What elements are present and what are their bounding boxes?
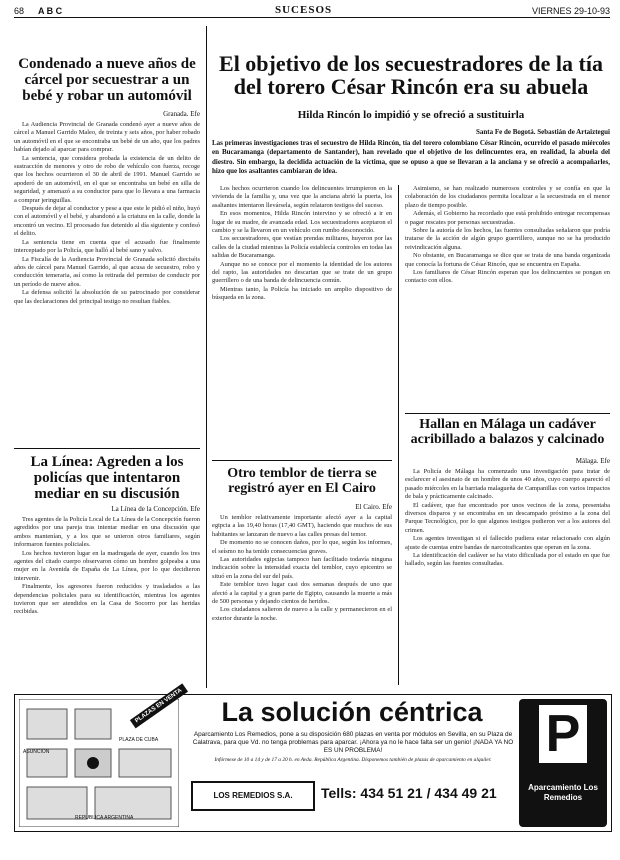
column-rule [405, 413, 610, 414]
header-rule [14, 17, 610, 18]
column-rule [212, 460, 392, 461]
main-lead: Las primeras investigaciones tras el secuestro de Hilda Rincón, tía del torero colombiano César Rincón, ocurrido el pasado miércoles en Bucaramanga (departamento de Santander), han revelado que el objetivo de los delincuentes era, en realidad, la abuela del diestro. Sin embargo, la decidida actuación de la víctima, que se opuso a que se llevaran a la anciana y se ofreció a acompañarles, hizo que los asaltantes cambiaran de idea. [212, 139, 610, 175]
newspaper-name: A B C [38, 6, 63, 16]
paragraph: No obstante, en Bucaramanga se dice que se trata de una banda organizada que conocía la fortuna de César Rincón, que se encuentra en España. [405, 252, 610, 268]
ad-text: Aparcamiento Los Remedios, pone a su disposición 680 plazas en venta por módulos en Sevilla, en su Plaza de Calatrava, para que Vd. no tenga problemas para aparcar. ¡Ahora ya no le hace falta ser un genio! ¡NADA YA NO ES UN PROBLEMA! [192, 731, 514, 754]
paragraph: Asimismo, se han realizado numerosos controles y se confía en que la colaboración de los ciudadanos permita localizar a la secuestrada en el menor plazo de tiempo posible. [405, 185, 610, 209]
map-street-label: ASUNCION [23, 749, 50, 755]
paragraph: De momento no se conocen daños, por lo que, según los informes, el seísmo no ha tenido consecuencias graves. [212, 539, 392, 555]
section-title: SUCESOS [275, 4, 333, 16]
paragraph: Los ciudadanos salieron de nuevo a la calle y permanecieron en el exterior durante la noche. [212, 606, 392, 622]
main-body-col2 [405, 185, 610, 425]
map-street-label: REPUBLICA ARGENTINA [75, 815, 134, 821]
paragraph: La sentencia, que considera probada la existencia de un delito de sustracción de menores y otro de robo de vehículo con fuerza, recoge que los hechos ocurrieron el 30 de abril de 1991. Manuel Garrido se apoderó de un automóvil, en el que se encontraba un bebé en silla de seguridad, y amenazó a su conductor para que lo llevara a una farmacia a comprar jeringuillas. [14, 154, 200, 204]
parking-sign [519, 699, 607, 827]
paragraph: Aunque no se conoce por el momento la identidad de los autores del rapto, las autoridades no descartan que se trate de un grupo guerrillero o de una banda de delincuencia común. [212, 260, 392, 285]
ad-info: Infórmese de 10 a 14 y de 17 a 20 h. en Avda. República Argentina. Disponemos también de plazas de aparcamiento en alquiler. [214, 757, 492, 763]
main-headline: El objetivo de los secuestradores de la tía del torero César Rincón era su abuela [219, 51, 603, 100]
paragraph: La sentencia tiene en cuenta que el acusado fue finalmente interceptado por la Policía, que halló al bebé sano y salvo. [14, 238, 200, 255]
paragraph: Un temblor relativamente importante afectó ayer a la capital egipcia a las 19,40 horas (17,40 GMT), haciendo que muchos de sus habitantes se lanzaran de nuevo a las calles presas del temor. [212, 514, 392, 538]
story4-dateline: Málaga. Efe [575, 457, 610, 465]
story2-body [14, 516, 200, 686]
paragraph: Después de dejar al conductor y pese a que este le pidió el niño, huyó con el automóvil y el bebé, y abandonó a la criatura en la calle, donde la encontró un vecino. El procesado fue detenido al día siguiente y confesó el delito. [14, 205, 200, 238]
paragraph: El cadáver, que fue encontrado por unos vecinos de la zona, presentaba diversos disparos y se encontraba en un descampado próximo a la zona del Parque Tecnológico, por lo que algunos testigos pudieron ver a los autores del crimen. [405, 501, 610, 534]
map-street-label: PLAZA DE CUBA [119, 737, 159, 743]
paragraph: La identificación del cadáver se ha visto dificultada por el estado en que fue hallado, según las fuentes consultadas. [405, 552, 610, 568]
column-divider [398, 185, 399, 685]
paragraph: Este temblor tuvo lugar casi dos semanas después de uno que afectó a la capital y a gran parte de Egipto, causando la muerte a más de 500 personas y dejando cientos de heridos. [212, 581, 392, 606]
story3-dateline: El Cairo. Efe [355, 503, 392, 511]
parking-p-icon: P [539, 705, 587, 763]
paragraph: Los agentes investigan si el fallecido pudiera estar relacionado con algún ajuste de cuentas entre bandas de narcotraficantes que operan en la zona. [405, 535, 610, 551]
advertisement [14, 687, 612, 832]
ad-ribbon: PLAZAS EN VENTA [130, 684, 188, 729]
paragraph: La Audiencia Provincial de Granada condenó ayer a nueve años de cárcel a Manuel Garrido Maleo, de treinta y seis años, por haber robado un automóvil en el que se encontraba un bebé de un año, que los padres habían dejado al aparcar para comprar. [14, 121, 200, 154]
paragraph: Los hechos tuvieron lugar en la madrugada de ayer, cuando los tres agentes del citado cuerpo observaron cómo un hombre golpeaba a una mujer en la Avenida de España de La Línea, por lo que decidieron intervenir. [14, 549, 200, 582]
main-body-col1 [212, 185, 392, 453]
story1-headline: Condenado a nueve años de cárcel por secuestrar a un bebé y robar un automóvil [18, 56, 196, 104]
ad-phones: Tells: 434 51 21 / 434 49 21 [321, 785, 497, 801]
story4-body [405, 468, 610, 686]
paragraph: Los hechos ocurrieron cuando los delincuentes irrumpieron en la vivienda de la familia y, una vez que la anciana abrió la puerta, los asaltantes intentaron llevársela, según relataron testigos del suceso. [212, 185, 392, 209]
story3-headline: Otro temblor de tierra se registró ayer en El Cairo [227, 466, 377, 496]
column-rule [14, 448, 200, 449]
paragraph: La Fiscalía de la Audiencia Provincial de Granada solicitó dieciséis años de cárcel para Manuel Garrido, al que acusa de secuestro, robo y conducción temeraria, así como la retirada del permiso de conducir por un período de nueve años. [14, 255, 200, 288]
main-dateline: Santa Fe de Bogotá. Sebastián de Artaiztegui [476, 128, 610, 136]
paragraph: La defensa solicitó la absolución de su patrocinado por considerar que las declaraciones del principal testigo no resultan fiables. [14, 289, 200, 305]
paragraph: La Policía de Málaga ha comenzado una investigación para tratar de esclarecer el asesinato de un hombre de unos 40 años, cuyo cuerpo apareció el pasado miércoles en la barriada malagueña de Campanillas con varios impactos de bala y prácticamente calcinado. [405, 468, 610, 501]
paragraph: Los secuestradores, que vestían prendas militares, huyeron por las calles de la ciudad mientras la Policía establecía controles en todas las salidas de Bucaramanga. [212, 235, 392, 260]
story1-dateline: Granada. Efe [163, 110, 200, 118]
story2-headline: La Línea: Agreden a los policías que intentaron mediar en su discusión [30, 454, 184, 502]
issue-date: VIERNES 29-10-93 [531, 6, 610, 16]
page-number: 68 [14, 6, 25, 16]
paragraph: Tres agentes de la Policía Local de La Línea de la Concepción fueron agredidos por una pareja tras intentar mediar en una discusión que ambos mantenían, y a los que se unieron otros familiares, según informaron fuentes policiales. [14, 516, 200, 549]
parking-label: Aparcamiento Los Remedios [528, 783, 598, 802]
street-map [19, 699, 179, 827]
story2-dateline: La Línea de la Concepción. Efe [111, 505, 200, 513]
ad-title: La solución céntrica [221, 697, 483, 727]
paragraph: Sobre la autoría de los hechos, las fuentes consultadas señalaron que podría tratarse de la acción de algún grupo guerrillero, aunque no se ha producido reivindicación alguna. [405, 227, 610, 251]
column-divider [206, 26, 207, 688]
main-subhead: Hilda Rincón lo impidió y se ofreció a sustituirla [297, 109, 525, 121]
company-logo: LOS REMEDIOS S.A. [191, 781, 315, 811]
paragraph: Los familiares de César Rincón esperan que los delincuentes se pongan en contacto con ellos. [405, 269, 610, 285]
story4-headline: Hallan en Málaga un cadáver acribillado a balazos y calcinado [410, 417, 605, 447]
paragraph: Finalmente, los agresores fueron reducidos y trasladados a las dependencias policiales para su identificación, mientras los agentes tuvieron que ser atendidos en la Casa de Socorro por las heridas recibidas. [14, 583, 200, 616]
paragraph: Mientras tanto, la Policía ha iniciado un amplio dispositivo de búsqueda en la zona. [212, 285, 392, 302]
paragraph: En esos momentos, Hilda Rincón intervino y se ofreció a ir en lugar de su madre, de avanzada edad. Los secuestradores aceptaron el cambio y se la llevaron en un vehículo con rumbo desconocido. [212, 210, 392, 235]
paragraph: Las autoridades egipcias tampoco han facilitado todavía ninguna indicación sobre la intensidad exacta del temblor, cuyo epicentro se situó en la zona del sur del país. [212, 556, 392, 580]
story1-body [14, 121, 200, 421]
story3-body [212, 514, 392, 686]
paragraph: Además, el Gobierno ha recordado que está prohibido entregar recompensas o pagar rescates por personas secuestradas. [405, 210, 610, 226]
